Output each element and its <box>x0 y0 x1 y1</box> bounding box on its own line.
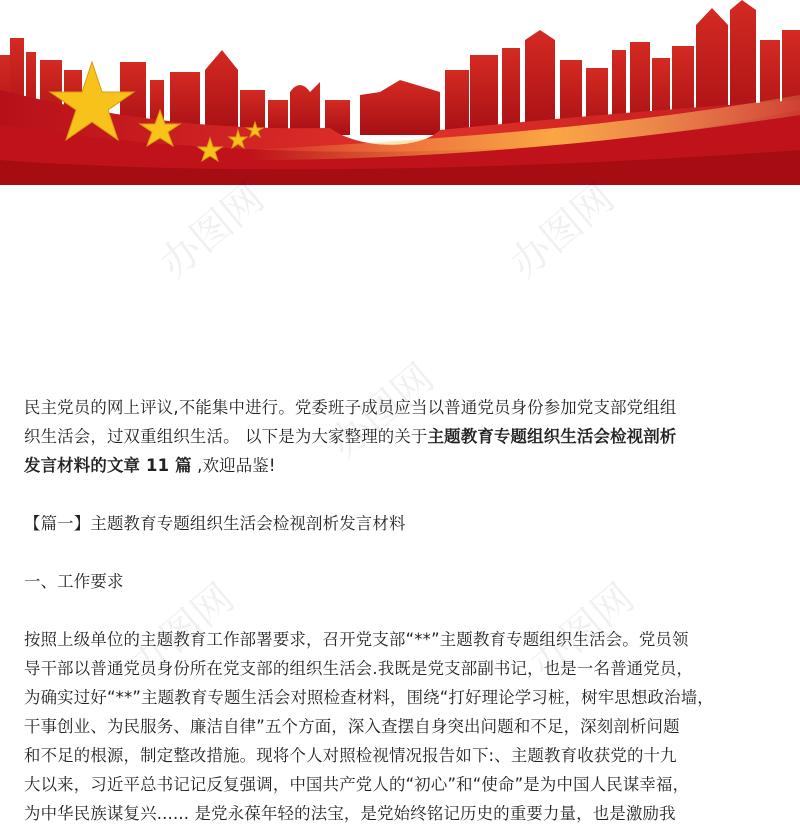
watermark: 办图网 <box>521 574 643 688</box>
watermark: 办图网 <box>321 354 443 468</box>
intro-line: 织生活会，过双重组织生活。 以下是为大家整理的关于主题教育专题组织生活会检视剖析 <box>24 427 677 446</box>
intro-line: 发言材料的文章 11 篇 ,欢迎品鉴! <box>24 456 276 475</box>
section-title: 【篇一】主题教育专题组织生活会检视剖析发言材料 <box>24 514 406 533</box>
intro-line: 民主党员的网上评议,不能集中进行。党委班子成员应当以普通党员身份参加党支部党组组 <box>24 398 677 417</box>
body-line: 和不足的根源，制定整改措施。现将个人对照检视情况报告如下:、主题教育收获党的十九 <box>24 746 677 765</box>
body-line: 导干部以普通党员身份所在党支部的组织生活会.我既是党支部副书记，也是一名普通党员， <box>24 659 694 678</box>
header-banner <box>0 0 800 185</box>
watermark: 办图网 <box>501 174 623 288</box>
body-line: 大以来，习近平总书记记反复强调，中国共产党人的“初心”和“使命”是为中国人民谋幸福， <box>24 775 690 794</box>
body-line: 干事创业、为民服务、廉洁自律”五个方面，深入查摆自身突出问题和不足，深刻剖析问题 <box>24 717 680 736</box>
skyline-flag-illustration <box>0 0 800 185</box>
body-line: 为确实过好“**”主题教育专题生活会对照检查材料，围绕“打好理论学习桩，树牢思想政治墙， <box>24 688 714 707</box>
watermark: 办图网 <box>151 174 273 288</box>
intro-bold-title: 发言材料的文章 11 篇 <box>24 456 192 475</box>
body-line: 按照上级单位的主题教育工作部署要求，召开党支部“**”主题教育专题组织生活会。党员领 <box>24 630 689 649</box>
document-body <box>24 393 780 828</box>
intro-bold-title: 主题教育专题组织生活会检视剖析 <box>427 427 677 446</box>
body-line: 为中华民族谋复兴...... 是党永葆年轻的法宝，是党始终铭记历史的重要力量，也是激励我 <box>24 804 676 823</box>
subheading: 一、工作要求 <box>24 572 124 591</box>
watermark: 办图网 <box>121 574 243 688</box>
